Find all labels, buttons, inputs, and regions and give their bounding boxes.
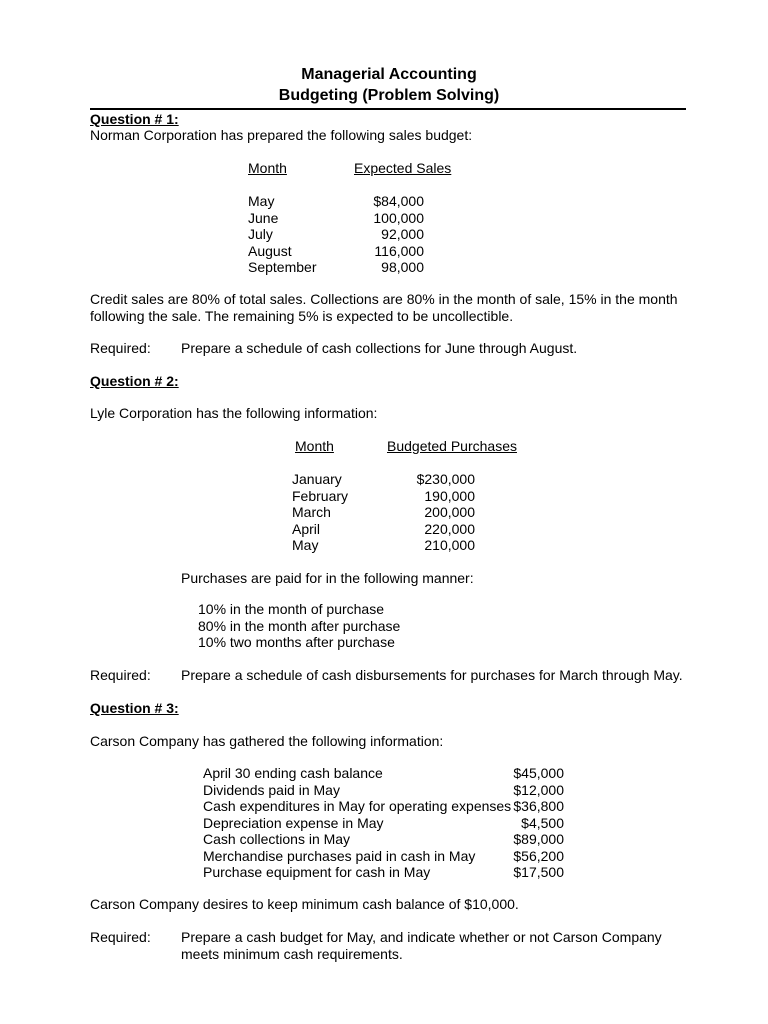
q1-sales-column [354,193,424,276]
table-cell: September [248,259,317,275]
question-3-heading: Question # 3: [90,700,179,716]
table-cell: 98,000 [381,259,424,275]
table-cell: April 30 ending cash balance [203,765,383,781]
table-cell: Dividends paid in May [203,781,340,798]
table-cell: May [248,193,275,209]
table-cell: August [248,242,292,259]
q1-paragraph-line2: following the sale. The remaining 5% is expected to be uncollectible. [90,308,514,324]
table-cell: 220,000 [424,520,475,537]
table-cell: 200,000 [424,504,475,520]
table-cell: Purchase equipment for cash in May [203,864,431,880]
table-cell: $56,200 [513,847,564,864]
table-cell: 116,000 [374,242,424,259]
q3-item-column [203,765,513,881]
table-cell: $84,000 [373,193,424,209]
table-cell: $12,000 [513,781,564,798]
table-cell: 92,000 [381,226,424,242]
table-cell: January [292,471,342,487]
q1-required-text: Prepare a schedule of cash collections for June through August. [181,340,578,356]
q1-sales-header: Expected Sales [354,160,452,176]
table-cell: $4,500 [521,814,564,831]
table-cell: 210,000 [424,537,475,553]
q2-month-header: Month [295,438,334,454]
q2-required-label: Required: [90,667,151,683]
q1-required-label: Required: [90,340,151,356]
table-cell: July [248,226,273,242]
table-cell: $36,800 [513,798,564,814]
question-1-heading: Question # 1: [90,111,179,127]
list-item: 10% two months after purchase [198,634,395,650]
q3-required-label: Required: [90,929,151,945]
q2-month-column [292,471,382,554]
table-cell: 100,000 [373,209,424,226]
question-2-intro: Lyle Corporation has the following information: [90,405,378,421]
table-cell: Cash expenditures in May for operating expenses [203,798,512,814]
list-item: 80% in the month after purchase [198,617,401,634]
table-cell: June [248,209,279,226]
table-cell: $45,000 [513,765,564,781]
q2-payment-intro: Purchases are paid for in the following manner: [181,570,474,586]
question-3-intro: Carson Company has gathered the following information: [90,733,444,749]
question-2-heading: Question # 2: [90,373,179,389]
q2-payment-terms [198,601,400,651]
page-subtitle: Budgeting (Problem Solving) [278,87,500,104]
q1-paragraph-line1: Credit sales are 80% of total sales. Collections are 80% in the month of sale, 15% in the month [90,291,678,307]
table-cell: $230,000 [416,471,475,487]
q3-min-cash-text: Carson Company desires to keep minimum cash balance of $10,000. [90,896,519,912]
page-title: Managerial Accounting [301,66,477,83]
q3-required-line1: Prepare a cash budget for May, and indicate whether or not Carson Company [181,929,662,945]
question-1-intro: Norman Corporation has prepared the following sales budget: [90,127,473,143]
table-cell: $17,500 [513,864,564,880]
table-cell: Depreciation expense in May [203,814,384,831]
list-item: 10% in the month of purchase [198,601,385,617]
table-cell: May [292,537,319,553]
q3-required-line2: meets minimum cash requirements. [181,946,403,962]
q2-required-text: Prepare a schedule of cash disbursements for purchases for March through May. [181,667,683,683]
q2-amount-column [395,471,475,554]
q1-month-header: Month [248,160,287,176]
q2-purchases-header: Budgeted Purchases [387,438,517,454]
table-cell: March [292,504,331,520]
title-divider [90,108,686,110]
table-cell: February [292,487,349,504]
q3-value-column [500,765,564,881]
table-cell: April [292,520,321,537]
q1-month-column [248,193,358,276]
table-cell: $89,000 [513,831,564,847]
table-cell: Cash collections in May [203,831,351,847]
table-cell: 190,000 [424,487,475,504]
table-cell: Merchandise purchases paid in cash in May [203,847,476,864]
